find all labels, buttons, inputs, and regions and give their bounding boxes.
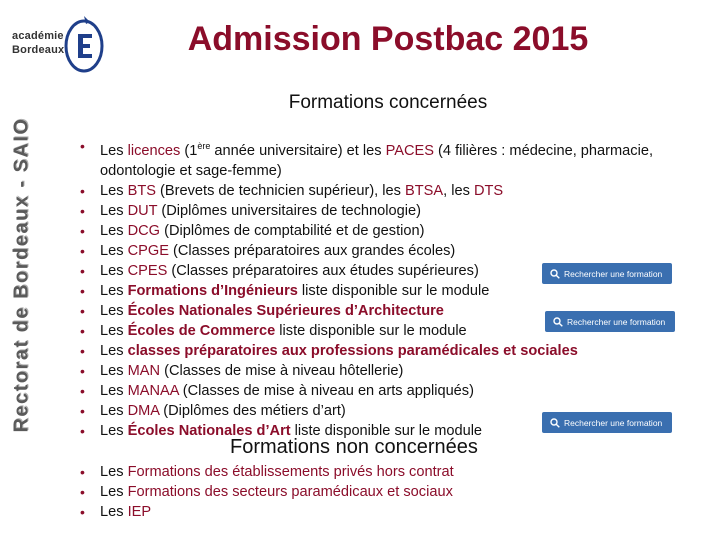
search-button-label: Rechercher une formation	[564, 417, 663, 428]
rectorat-side-text	[4, 110, 44, 440]
search-formation-button[interactable]	[542, 412, 672, 433]
list-item: • Les Écoles Nationales d’Art liste disponible sur le module	[74, 421, 674, 441]
page-title: Admission Postbac 2015	[187, 20, 589, 58]
search-icon	[553, 317, 563, 327]
search-button-label: Rechercher une formation	[567, 316, 666, 327]
not-concerned-list	[74, 462, 674, 522]
search-icon	[550, 418, 560, 428]
list-item: • Les IEP	[74, 502, 674, 522]
list-item: • Les Écoles de Commerce liste disponible sur le module	[74, 321, 674, 341]
list-item: • Les Formations des secteurs paramédicaux et sociaux	[74, 482, 674, 502]
search-formation-button[interactable]	[545, 311, 675, 332]
concerned-list	[74, 136, 674, 441]
list-item: • Les DMA (Diplômes des métiers d’art)	[74, 401, 674, 421]
search-button-label: Rechercher une formation	[564, 268, 663, 279]
list-item: • Les DCG (Diplômes de comptabilité et de gestion)	[74, 221, 674, 241]
section-not-concerned-title: Formations non concernées	[230, 436, 478, 458]
list-item: • Les DUT (Diplômes universitaires de technologie)	[74, 201, 674, 221]
list-item: • Les MAN (Classes de mise à niveau hôtellerie)	[74, 361, 674, 381]
section-concerned-title: Formations concernées	[288, 92, 488, 113]
search-formation-button[interactable]	[542, 263, 672, 284]
logo-line-2: Bordeaux	[12, 44, 65, 56]
list-item: • Les CPGE (Classes préparatoires aux grandes écoles)	[74, 241, 674, 261]
list-item: • Les CPES (Classes préparatoires aux études supérieures)	[74, 261, 674, 281]
list-item: • Les Écoles Nationales Supérieures d’Architecture	[74, 301, 674, 321]
side-text-label: Rectorat de Bordeaux - SAIO	[10, 117, 33, 433]
list-item: • Les Formations d’Ingénieurs liste disponible sur le module	[74, 281, 674, 301]
list-item: • Les classes préparatoires aux professions paramédicales et sociales	[74, 341, 674, 361]
search-icon	[550, 269, 560, 279]
list-item: • Les licences (1ère année universitaire) et les PACES (4 filières : médecine, pharmacie, odontologie et sage-femme)	[74, 136, 674, 181]
list-item: • Les BTS (Brevets de technicien supérieur), les BTSA, les DTS	[74, 181, 674, 201]
list-item: • Les Formations des établissements privés hors contrat	[74, 462, 674, 482]
list-item: • Les MANAA (Classes de mise à niveau en arts appliqués)	[74, 381, 674, 401]
logo-line-1: académie	[12, 30, 64, 42]
